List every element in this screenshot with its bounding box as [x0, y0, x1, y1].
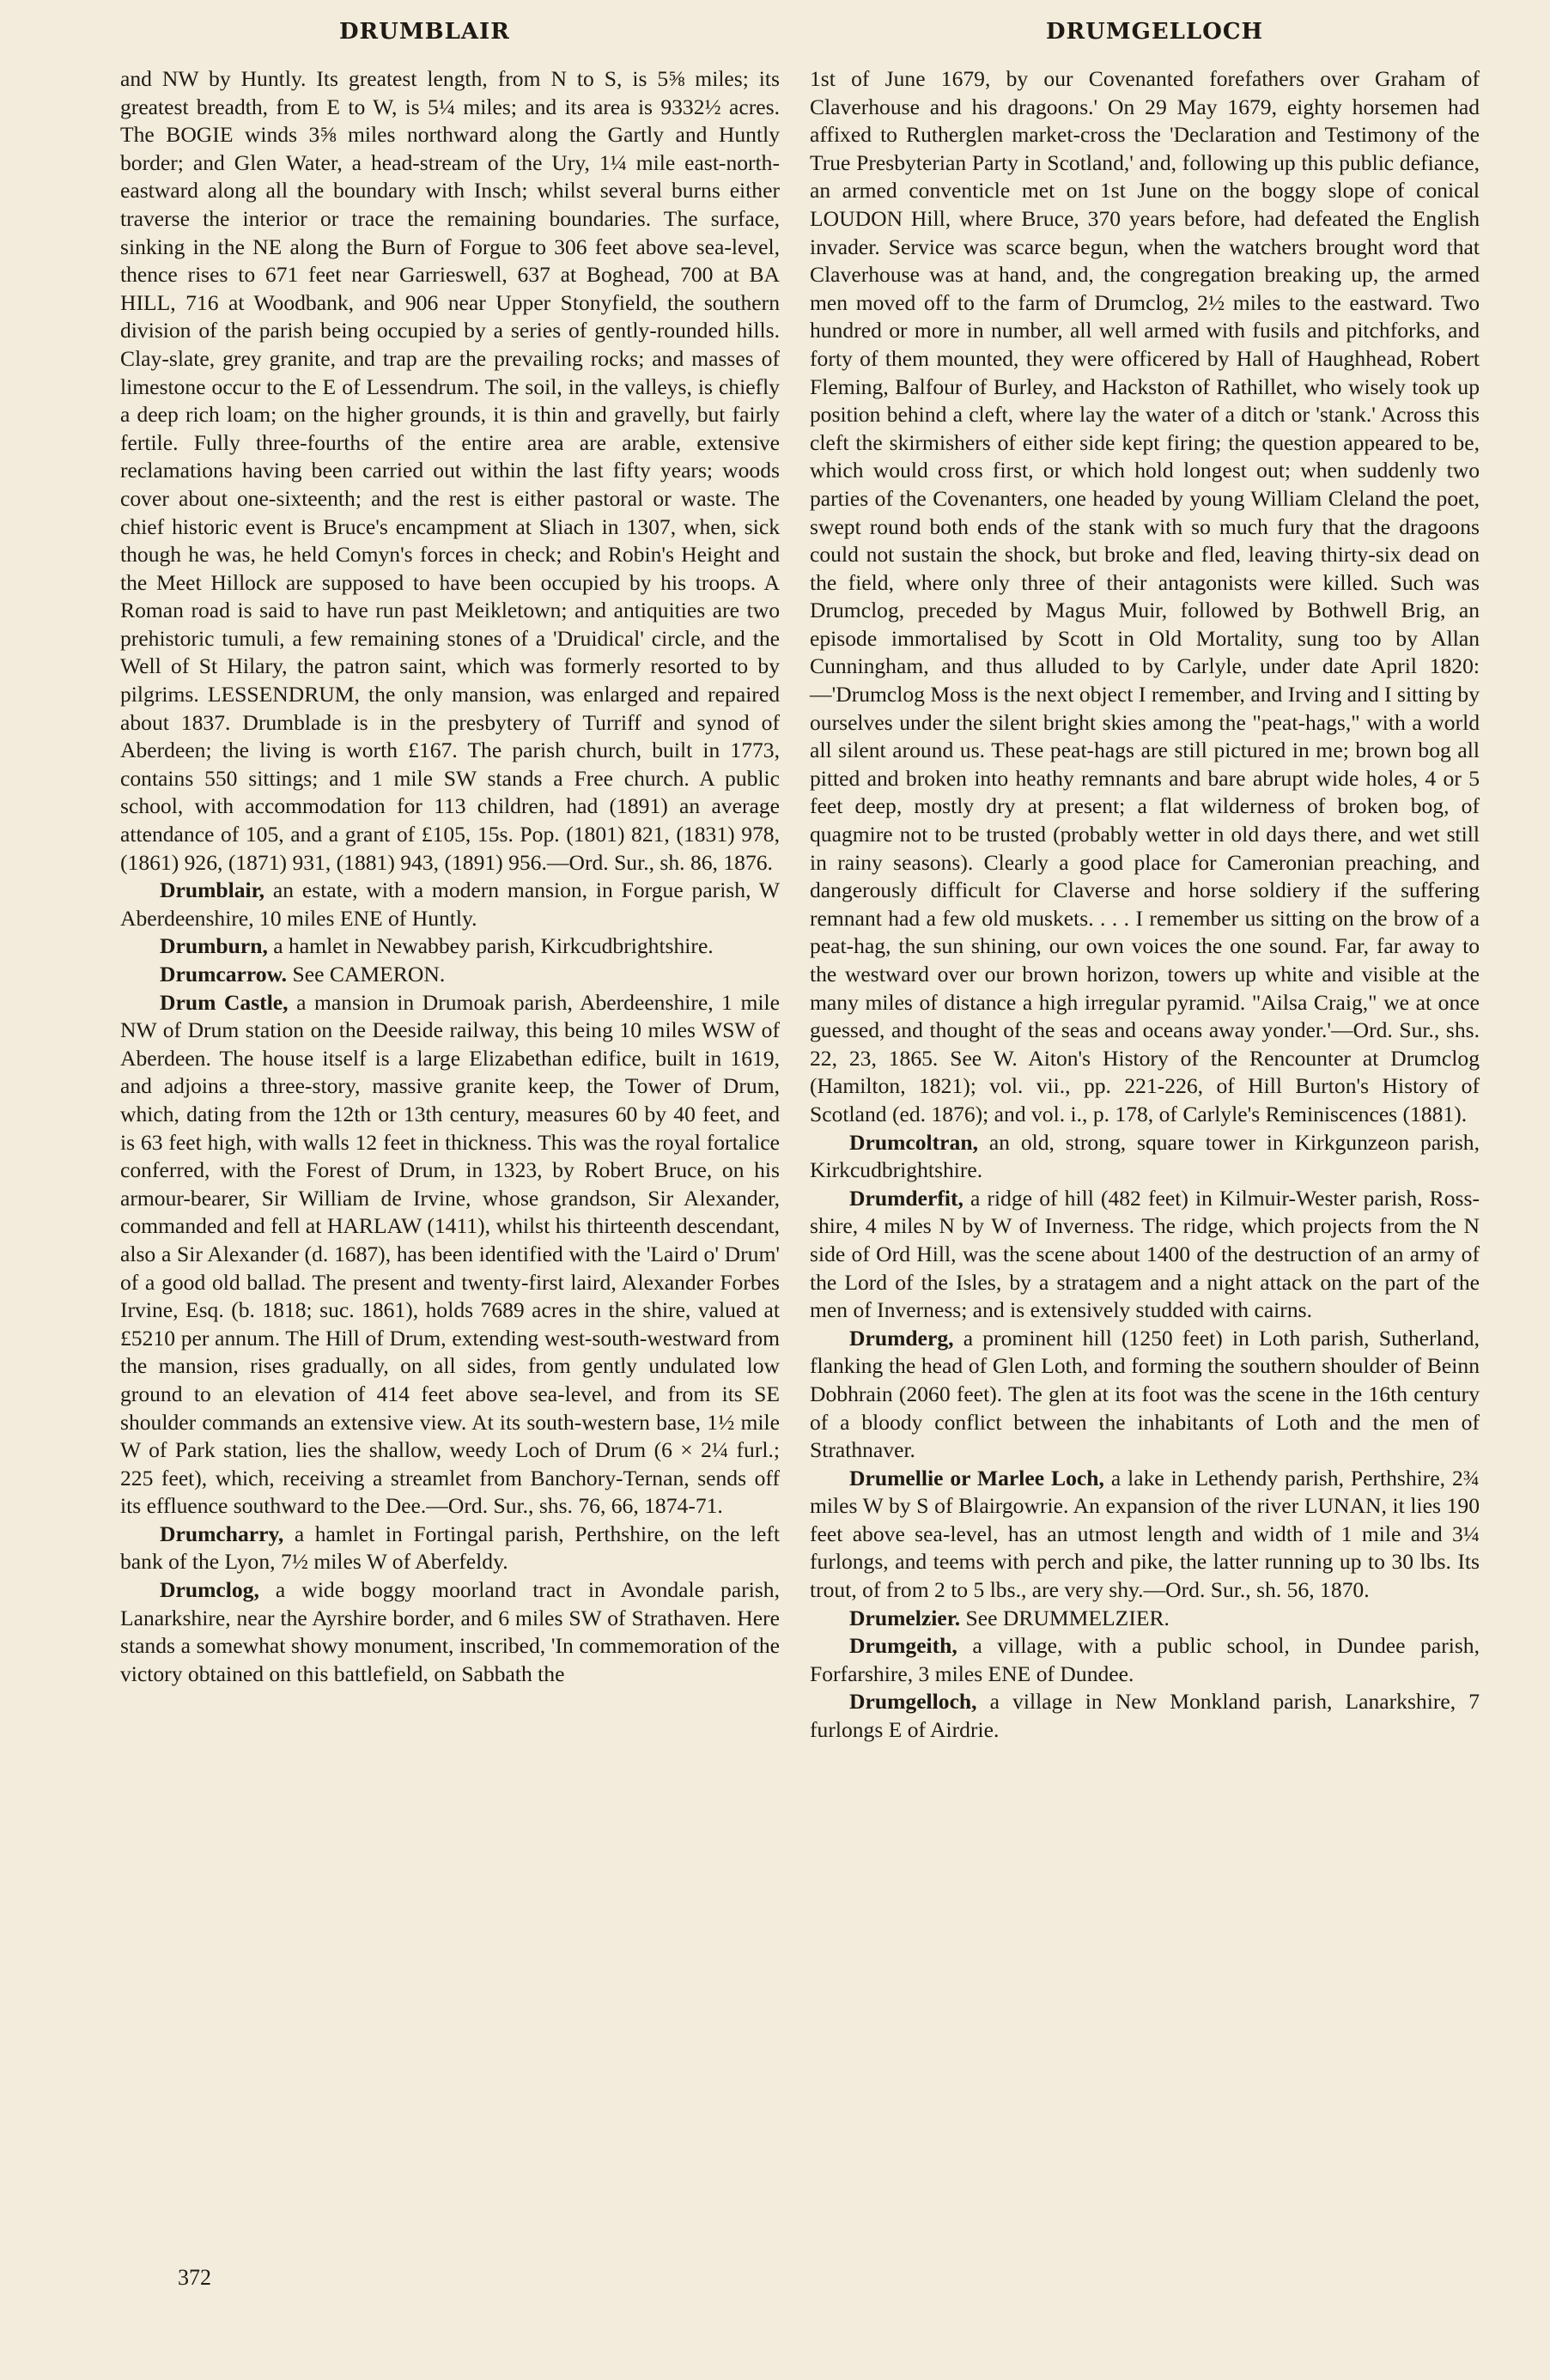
entry-drumblade-continued: and NW by Huntly. Its greatest length, from N to S, is 5⅝ miles; its greatest breadth, from E to W, is 5¼ miles; and its area is 9332½ acres. The BOGIE winds 3⅝ miles northward along the Gartly and Huntly border; and Glen Water, a head-stream of the Ury, 1¼ mile east-north-eastward along all the boundary with Insch; whilst several burns either traverse the interior or trace the remaining boundaries. The surface, sinking in the NE along the Burn of Forgue to 306 feet above sea-level, thence rises to 671 feet near Garrieswell, 637 at Boghead, 700 at BA HILL, 716 at Woodbank, and 906 near Upper Stonyfield, the southern division of the parish being occupied by a series of gently-rounded hills. Clay-slate, grey granite, and trap are the prevailing rocks; and masses of limestone occur to the E of Lessendrum. The soil, in the valleys, is chiefly a deep rich loam; on the higher grounds, it is thin and gravelly, but fairly fertile. Fully three-fourths of the entire area are arable, extensive reclamations having been carried out within the last fifty years; woods cover about one-sixteenth; and the rest is either pastoral or waste. The chief historic event is Bruce's encampment at Sliach in 1307, when, sick though he was, he held Comyn's forces in check; and Robin's Height and the Meet Hillock are supposed to have been occupied by his troops. A Roman road is said to have run past Meikletown; and antiquities are two prehistoric tumuli, a few remaining stones of a 'Druidical' circle, and the Well of St Hilary, the patron saint, which was formerly resorted to by pilgrims. LESSENDRUM, the only mansion, was enlarged and repaired about 1837. Drumblade is in the presbytery of Turriff and synod of Aberdeen; the living is worth £167. The parish church, built in 1773, contains 550 sittings; and 1 mile SW stands a Free church. A public school, with accommodation for 113 children, had (1891) an average attendance of 105, and a grant of £105, 15s. Pop. (1801) 821, (1831) 978, (1861) 926, (1871) 931, (1881) 943, (1891) 956.—Ord. Sur., sh. 86, 1876. — [120, 66, 780, 875]
entry-drum-castle: Drum Castle, a mansion in Drumoak parish, Aberdeenshire, 1 mile NW of Drum station on the Deeside railway, this being 10 miles WSW of Aberdeen. The house itself is a large Elizabethan edifice, built in 1619, and adjoins a three-story, massive granite keep, the Tower of Drum, which, dating from the 12th or 13th century, measures 60 by 40 feet, and is 63 feet high, with walls 12 feet in thickness. This was the royal fortalice conferred, with the Forest of Drum, in 1323, by Robert Bruce, on his armour-bearer, Sir William de Irvine, whose grandson, Sir Alexander, commanded and fell at HARLAW (1411), whilst his thirteenth descendant, also a Sir Alexander (d. 1687), has been identified with the 'Laird o' Drum' of a good old ballad. The present and twenty-first laird, Alexander Forbes Irvine, Esq. (b. 1818; suc. 1861), holds 7689 acres in the shire, valued at £5210 per annum. The Hill of Drum, extending west-south-westward from the mansion, rises gradually, on all sides, from gently undulated low ground to an elevation of 414 feet above sea-level, and from its SE shoulder commands an extensive view. At its south-western base, 1½ mile W of Park station, lies the shallow, weedy Loch of Drum (6 × 2¼ furl.; 225 feet), which, receiving a streamlet from Banchory-Ternan, sends off its effluence southward to the Dee.—Ord. Sur., shs. 76, 66, 1874-71. — [120, 989, 780, 1519]
running-head-left: DRUMBLAIR — [339, 19, 510, 45]
entry-drumclog: Drumclog, a wide boggy moorland tract in Avondale parish, Lanarkshire, near the Ayrshire border, and 6 miles SW of Strathaven. Here stands a somewhat showy monument, inscribed, 'In commemoration of the victory obtained on this battlefield, on Sabbath the — [120, 1577, 780, 1686]
headword: Drumgeith, — [849, 1633, 957, 1659]
entry-drumellie: Drumellie or Marlee Loch, a lake in Lethendy parish, Perthshire, 2¾ miles W by S of Blairgowrie. An expansion of the river LUNAN, it lies 190 feet above sea-level, has an utmost length and width of 1 mile and 3¼ furlongs, and teems with perch and pike, the latter running up to 30 lbs. Its trout, of from 2 to 5 lbs., are very shy.—Ord. Sur., sh. 56, 1870. — [810, 1465, 1480, 1603]
running-head-right: DRUMGELLOCH — [1046, 19, 1264, 45]
right-column — [810, 65, 1480, 1745]
headword: Drumellie or Marlee Loch, — [849, 1465, 1104, 1491]
entry-drumblair: Drumblair, an estate, with a modern mansion, in Forgue parish, W Aberdeenshire, 10 miles ENE of Huntly. — [120, 877, 780, 931]
entry-drumderg: Drumderg, a prominent hill (1250 feet) in Loth parish, Sutherland, flanking the head of Glen Loth, and forming the southern shoulder of Beinn Dobhrain (2060 feet). The glen at its foot was the scene in the 16th century of a bloody conflict between the inhabitants of Loth and the men of Strathnaver. — [810, 1325, 1480, 1463]
page-number: 372 — [178, 2265, 211, 2290]
left-column — [120, 65, 780, 1688]
headword: Drumelzier. — [849, 1605, 961, 1630]
entry-drumcoltran: Drumcoltran, an old, strong, square tower in Kirkgunzeon parish, Kirkcudbrightshire. — [810, 1129, 1480, 1183]
entry-drumclog-continued: 1st of June 1679, by our Covenanted forefathers over Graham of Claverhouse and his dragoons.' On 29 May 1679, eighty horsemen had affixed to Rutherglen market-cross the 'Declaration and Testimony of the True Presbyterian Party in Scotland,' and, following up this public defiance, an armed conventicle met on 1st June on the boggy slope of conical LOUDON Hill, where Bruce, 370 years before, had defeated the English invader. Service was scarce begun, when the watchers brought word that Claverhouse was at hand, and, the congregation breaking up, the armed men moved off to the farm of Drumclog, 2½ miles to the eastward. Two hundred or more in number, all well armed with fusils and pitchforks, and forty of them mounted, they were officered by Hall of Haughhead, Robert Fleming, Balfour of Burley, and Hackston of Rathillet, who wisely took up position behind a cleft, where lay the water of a ditch or 'stank.' Across this cleft the skirmishers of either side kept firing; the question appeared to be, which would cross first, or which hold longest out; when suddenly two parties of the Covenanters, one headed by young William Cleland the poet, swept round both ends of the stank with so much fury that the dragoons could not sustain the shock, but broke and fled, leaving thirty-six dead on the field, where only three of their antagonists were killed. Such was Drumclog, preceded by Magus Muir, followed by Bothwell Brig, an episode immortalised by Scott in Old Mortality, sung too by Allan Cunningham, and thus alluded to by Carlyle, under date April 1820:—'Drumclog Moss is the next object I remember, and Irving and I sitting by ourselves under the silent bright skies among the "peat-hags," with a world all silent around us. These peat-hags are still pictured in me; brown bog all pitted and broken into heathy remnants and bare abrupt wide holes, 4 or 5 feet deep, mostly dry at present; a flat wilderness of broken bog, of quagmire not to be trusted (probably wetter in old days there, and wet still in rainy seasons). Clearly a good place for Cameronian preaching, and dangerously difficult for Claverse and horse soldiery if the suffering remnant had a few old muskets. . . . I remember us sitting on the brow of a peat-hag, the sun shining, our own voices the one sound. Far, far away to the westward over our brown horizon, towers up white and visible at the many miles of distance a high irregular pyramid. "Ailsa Craig," we at once guessed, and thought of the seas and oceans away yonder.'—Ord. Sur., shs. 22, 23, 1865. See W. Aiton's History of the Rencounter at Drumclog (Hamilton, 1821); vol. vii., pp. 221-226, of Hill Burton's History of Scotland (ed. 1876); and vol. i., p. 178, of Carlyle's Reminiscences (1881). — [810, 66, 1480, 1126]
headword: Drumderfit, — [849, 1185, 963, 1211]
entry-drumcarrow: Drumcarrow. See CAMERON. — [160, 962, 446, 987]
headword: Drumburn, — [160, 933, 268, 959]
headword: Drumcarrow. — [160, 962, 288, 987]
headword: Drumclog, — [160, 1577, 259, 1603]
headword: Drumcoltran, — [849, 1129, 978, 1155]
headword: Drum Castle, — [160, 989, 289, 1015]
headword: Drumblair, — [160, 877, 265, 903]
entry-drumgeith: Drumgeith, a village, with a public school, in Dundee parish, Forfarshire, 3 miles ENE of Dundee. — [810, 1633, 1480, 1686]
entry-drumgelloch: Drumgelloch, a village in New Monkland parish, Lanarkshire, 7 furlongs E of Airdrie. — [810, 1689, 1480, 1743]
headword: Drumderg, — [849, 1325, 954, 1351]
entry-drumcharry: Drumcharry, a hamlet in Fortingal parish, Perthshire, on the left bank of the Lyon, 7½ miles W of Aberfeldy. — [120, 1521, 780, 1575]
entry-drumderfit: Drumderfit, a ridge of hill (482 feet) in Kilmuir-Wester parish, Ross-shire, 4 miles N by W of Inverness. The ridge, which projects from the N side of Ord Hill, was the scene about 1400 of the destruction of an army of the Lord of the Isles, by a stratagem and a night attack on the part of the men of Inverness; and is extensively studded with cairns. — [810, 1185, 1480, 1323]
headword: Drumcharry, — [160, 1521, 284, 1546]
entry-drumelzier: Drumelzier. See DRUMMELZIER. — [849, 1605, 1170, 1630]
headword: Drumgelloch, — [849, 1689, 977, 1715]
entry-drumburn: Drumburn, a hamlet in Newabbey parish, Kirkcudbrightshire. — [160, 933, 714, 959]
